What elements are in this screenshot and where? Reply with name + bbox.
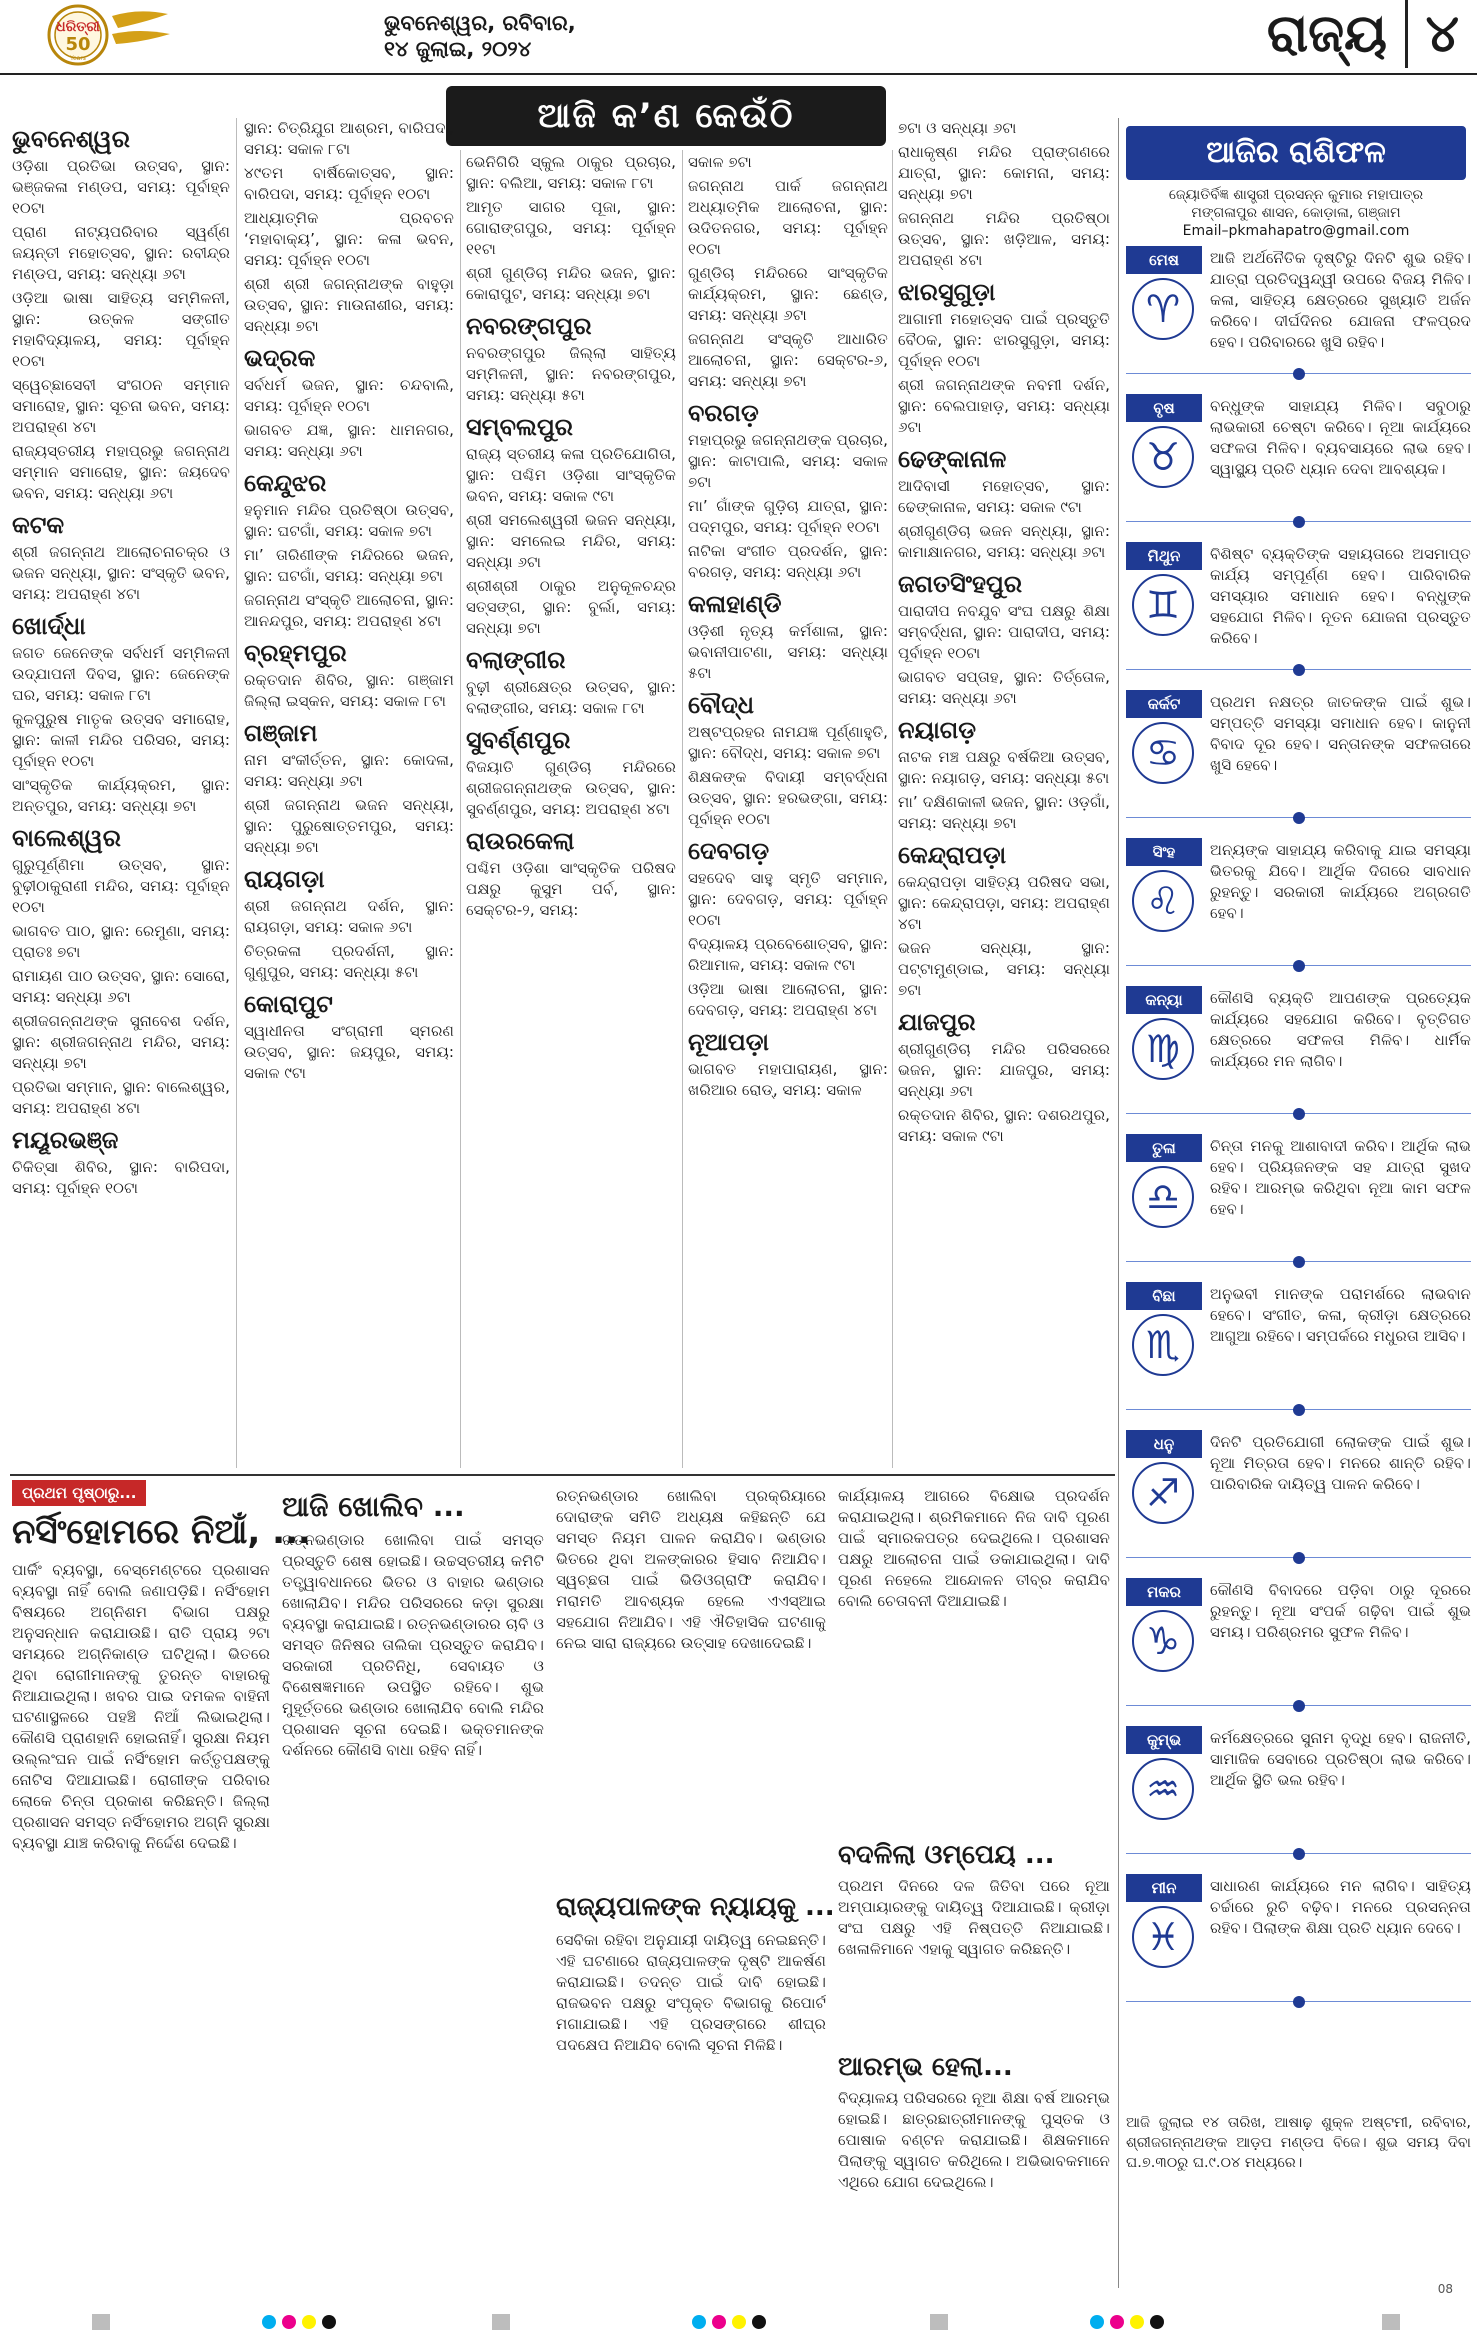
column-divider bbox=[682, 150, 683, 1468]
events-column-1 bbox=[12, 118, 230, 1468]
separator-dot bbox=[1293, 1552, 1305, 1564]
sign-name-badge: ମକର bbox=[1126, 1578, 1202, 1606]
grey-block bbox=[1382, 2314, 1400, 2330]
grey-block bbox=[92, 2314, 110, 2330]
sign-prediction: କୌଣସି ବିବାଦରେ ପଡ଼ିବା ଠାରୁ ଦୂରରେ ରୁହନ୍ତୁ। ନୂଆ ସଂପର୍କ ଗଢ଼ିବା ପାଇଁ ଶୁଭ ସମୟ। ପରିଶ୍ରମର ସୁଫଳ ମିଳିବ। bbox=[1210, 1581, 1471, 1641]
dateline bbox=[384, 10, 576, 62]
sign-name-badge: ମେଷ bbox=[1126, 246, 1202, 274]
event-item: ଭେନିଗିରି ସ୍କୁଲ ଠାକୁର ପ୍ରଚାର, ସ୍ଥାନ: ବଲିଆ, ସମୟ: ସକାଳ ୮ଟା bbox=[466, 153, 676, 192]
separator-dot bbox=[1293, 1108, 1305, 1120]
section-title: ରାଜ୍ୟ bbox=[1266, 4, 1387, 64]
city-heading: ଖୋର୍ଦ୍ଧା bbox=[12, 612, 86, 640]
city-heading: ଦେବଗଡ଼ bbox=[688, 837, 770, 865]
event-item: ସକାଳ ୭ଟା bbox=[688, 153, 752, 171]
sign-separator bbox=[1126, 1700, 1471, 1712]
horoscope-sign bbox=[1126, 986, 1471, 1122]
horoscope-sign bbox=[1126, 1282, 1471, 1418]
event-item: ୭ଟା ଓ ସନ୍ଧ୍ୟା ୬ଟା bbox=[898, 119, 1017, 137]
event-item: ବିଜୟାତି ଗୁଣ୍ଡିଚା ମନ୍ଦିରରେ ଶ୍ରୀଜଗନ୍ନାଥଙ୍କ ଉତ୍ସବ, ସ୍ଥାନ: ସୁବର୍ଣ୍ଣପୁର, ସମୟ: ଅପରାହ୍ଣ ୪ଟା bbox=[466, 758, 676, 818]
event-item: ଶ୍ରୀ ଶ୍ରୀ ଜଗନ୍ନାଥଙ୍କ ବାହୁଡ଼ା ଉତ୍ସବ, ସ୍ଥାନ: ମାଉନାଶୀର, ସମୟ: ସନ୍ଧ୍ୟା ୭ଟା bbox=[244, 275, 454, 335]
story-headline-governor: ରାଜ୍ୟପାଳଙ୍କ ନ୍ୟାୟକୁ ... bbox=[556, 1892, 835, 1922]
sign-prediction: ବିଶିଷ୍ଟ ବ୍ୟକ୍ତିଙ୍କ ସହାୟତାରେ ଅସମାପ୍ତ କାର୍ଯ୍ୟ ସମ୍ପୂର୍ଣ୍ଣ ହେବ। ପାରିବାରିକ ସମସ୍ୟାର ସମାଧାନ ହେବ। ବନ୍ଧୁଙ୍କ ସହଯୋଗ ମିଳିବ। ନୂତନ ଯୋଜନା ପ୍ରସ୍ତୁତ କରିବେ। bbox=[1210, 545, 1471, 647]
event-item: ଆମୃତ ସାଗର ପୂଜା, ସ୍ଥାନ: ଗୋରାଙ୍ଗପୁର, ସମୟ: ପୂର୍ବାହ୍ନ ୧୧ଟା bbox=[466, 198, 676, 258]
horoscope-sign bbox=[1126, 246, 1471, 382]
events-column-3 bbox=[466, 152, 676, 1468]
logo-years: 50 bbox=[65, 34, 91, 55]
horoscope-sign bbox=[1126, 690, 1471, 826]
astrologer-email: Email–pkmahapatro@gmail.com bbox=[1182, 223, 1410, 239]
event-item: ଓଡ଼ିଆ ଭାଷା ଆଲୋଚନା, ସ୍ଥାନ: ଦେବଗଡ଼, ସମୟ: ଅପରାହ୍ଣ ୪ଟା bbox=[688, 980, 888, 1019]
column-divider bbox=[460, 150, 461, 1468]
zodiac-icon: ♈ bbox=[1132, 278, 1194, 340]
event-item: ଆଦିବାସୀ ମହୋତ୍ସବ, ସ୍ଥାନ: ଢେଙ୍କାନାଳ, ସମୟ: ସକାଳ ୯ଟା bbox=[898, 477, 1110, 516]
event-item: ଭାଗବତ ପାଠ, ସ୍ଥାନ: ରେମୁଣା, ସମୟ: ପ୍ରାତଃ ୭ଟା bbox=[12, 922, 230, 961]
separator-dot bbox=[1293, 1700, 1305, 1712]
event-item: ଶ୍ରୀଗୁଣ୍ଡିଚା ମନ୍ଦିର ପରିସରରେ ଭଜନ, ସ୍ଥାନ: ଯାଜପୁର, ସମୟ: ସନ୍ଧ୍ୟା ୬ଟା bbox=[898, 1040, 1110, 1100]
sign-name-badge: ମୀନ bbox=[1126, 1874, 1202, 1902]
story-headline-umpire: ବଦଳିଲା ଓମ୍ପେୟ ... bbox=[838, 1840, 1055, 1870]
event-item: ସହଦେବ ସାହୁ ସ୍ମୃତି ସମ୍ମାନ, ସ୍ଥାନ: ଦେବଗଡ଼, ସମୟ: ପୂର୍ବାହ୍ନ ୧୦ଟା bbox=[688, 869, 888, 929]
event-item: ବିଦ୍ୟାଳୟ ପ୍ରବେଶୋତ୍ସବ, ସ୍ଥାନ: ରିଆମାଳ, ସମୟ: ସକାଳ ୯ଟା bbox=[688, 935, 888, 974]
sign-name-badge: ସିଂହ bbox=[1126, 838, 1202, 866]
zodiac-icon: ♎ bbox=[1132, 1166, 1194, 1228]
event-item: ପ୍ରତିଭା ସମ୍ମାନ, ସ୍ଥାନ: ବାଲେଶ୍ୱର, ସମୟ: ଅପରାହ୍ଣ ୪ଟା bbox=[12, 1078, 230, 1117]
event-item: ଜଗତ ଜେନେଙ୍କ ସର୍ବଧର୍ମ ସମ୍ମିଳନୀ ଉଦ୍‌ଯାପନୀ ଦିବସ, ସ୍ଥାନ: ଜେନେଙ୍କ ଘର, ସମୟ: ସକାଳ ୮ଟା bbox=[12, 644, 230, 704]
event-item: ଅଷ୍ଟପ୍ରହର ନାମଯଜ୍ଞ ପୂର୍ଣ୍ଣାହୁତି, ସ୍ଥାନ: ବୌଦ୍ଧ, ସମୟ: ସକାଳ ୭ଟା bbox=[688, 723, 888, 762]
city-heading: ବୌଦ୍ଧ bbox=[688, 691, 754, 719]
story-body-middle: ରତ୍ନଭଣ୍ଡାର ଖୋଲିବା ପ୍ରକ୍ରିୟାରେ ଦୋରାଙ୍କ ସମିତି ଅଧ୍ୟକ୍ଷ କହିଛନ୍ତି ଯେ ସମସ୍ତ ନିୟମ ପାଳନ କରାଯିବ। ଭଣ୍ଡାର ଭିତରେ ଥିବା ଅଳଙ୍କାରର ହିସାବ ନିଆଯିବ। ସ୍ୱଚ୍ଛତା ପାଇଁ ଭିଡିଓଗ୍ରାଫି କରାଯିବ। ମରାମତି ଆବଶ୍ୟକ ହେଲେ ଏଏସ୍‌ଆଇ ସହଯୋଗ ନିଆଯିବ। ଏହି ଐତିହାସିକ ଘଟଣାକୁ ନେଇ ସାରା ରାଜ୍ୟରେ ଉତ୍ସାହ ଦେଖାଦେଇଛି। bbox=[556, 1487, 826, 1652]
event-item: ଜଗନ୍ନାଥ ପାର୍କ ଜଗନ୍ନାଥ ଅଧ୍ୟାତ୍ମିକ ଆଲୋଚନା, ସ୍ଥାନ: ଉଦିତନଗର, ସମୟ: ପୂର୍ବାହ୍ନ ୧୦ଟା bbox=[688, 177, 888, 258]
sign-separator bbox=[1126, 812, 1471, 824]
event-item: ରାମାୟଣ ପାଠ ଉତ୍ସବ, ସ୍ଥାନ: ସୋରୋ, ସମୟ: ସନ୍ଧ୍ୟା ୬ଟା bbox=[12, 967, 230, 1006]
newspaper-logo bbox=[28, 4, 178, 64]
sign-separator bbox=[1126, 1552, 1471, 1564]
city-heading: ଭୁବନେଶ୍ୱର bbox=[12, 125, 130, 153]
event-item: ମା’ ତାରିଣୀଙ୍କ ମନ୍ଦିରରେ ଭଜନ, ସ୍ଥାନ: ଘଟଗାଁ, ସମୟ: ସନ୍ଧ୍ୟା ୭ଟା bbox=[244, 546, 454, 585]
sign-prediction: ବନ୍ଧୁଙ୍କ ସାହାଯ୍ୟ ମିଳିବ। ସବୁଠାରୁ ଲାଭକାରୀ ଚେଷ୍ଟା କରିବେ। ନୂଆ କାର୍ଯ୍ୟରେ ସଫଳତା ମିଳିବ। ବ୍ୟବସାୟରେ ଲାଭ ହେବ। ସ୍ୱାସ୍ଥ୍ୟ ପ୍ରତି ଧ୍ୟାନ ଦେବା ଆବଶ୍ୟକ। bbox=[1210, 397, 1471, 478]
event-item: କେନ୍ଦ୍ରାପଡ଼ା ସାହିତ୍ୟ ପରିଷଦ ସଭା, ସ୍ଥାନ: କେନ୍ଦ୍ରାପଡ଼ା, ସମୟ: ଅପରାହ୍ଣ ୪ଟା bbox=[898, 873, 1110, 933]
astrologer-name: ଜ୍ୟୋତିର୍ବିଜ୍ଞ ଶାସ୍ତ୍ରୀ ପ୍ରସନ୍ନ କୁମାର ମହାପାତ୍ର bbox=[1168, 187, 1424, 203]
sign-separator bbox=[1126, 1996, 1471, 2008]
sign-separator bbox=[1126, 1404, 1471, 1416]
story-body-arambha: ବିଦ୍ୟାଳୟ ପରିସରରେ ନୂଆ ଶିକ୍ଷା ବର୍ଷ ଆରମ୍ଭ ହୋଇଛି। ଛାତ୍ରଛାତ୍ରୀମାନଙ୍କୁ ପୁସ୍ତକ ଓ ପୋଷାକ ବଣ୍ଟନ କରାଯାଇଛି। ଶିକ୍ଷକମାନେ ପିଲାଙ୍କୁ ସ୍ୱାଗତ କରିଥିଲେ। ଅଭିଭାବକମାନେ ଏଥିରେ ଯୋଗ ଦେଇଥିଲେ। bbox=[838, 2089, 1110, 2191]
sign-prediction: ସାଧାରଣ କାର୍ଯ୍ୟରେ ମନ ଲାଗିବ। ସାହିତ୍ୟ ଚର୍ଚ୍ଚାରେ ରୁଚି ବଢ଼ିବ। ମନରେ ପ୍ରସନ୍ନତା ରହିବ। ପିଲାଙ୍କ ଶିକ୍ଷା ପ୍ରତି ଧ୍ୟାନ ଦେବେ। bbox=[1210, 1877, 1471, 1937]
sign-prediction: ଚିନ୍ତା ମନକୁ ଆଶାବାଦୀ କରିବ। ଆର୍ଥିକ ଲାଭ ହେବ। ପ୍ରିୟଜନଙ୍କ ସହ ଯାତ୍ରା ସୁଖଦ ରହିବ। ଆରମ୍ଭ କରିଥିବା ନୂଆ କାମ ସଫଳ ହେବ। bbox=[1210, 1137, 1471, 1218]
sign-name-badge: କର୍କଟ bbox=[1126, 690, 1202, 718]
event-item: ୪୯ତମ ବାର୍ଷିକୋତ୍ସବ, ସ୍ଥାନ: ବାରିପଦା, ସମୟ: ପୂର୍ବାହ୍ନ ୧୦ଟା bbox=[244, 164, 454, 203]
city-heading: ଢେଙ୍କାନାଳ bbox=[898, 445, 1007, 473]
event-item: ଆଧ୍ୟାତ୍ମିକ ପ୍ରବଚନ ‘ମହାବାକ୍ୟ’, ସ୍ଥାନ: କଳା ଭବନ, ସମୟ: ପୂର୍ବାହ୍ନ ୧୦ଟା bbox=[244, 209, 454, 269]
events-column-2 bbox=[244, 118, 454, 1468]
sign-separator bbox=[1126, 1256, 1471, 1268]
event-item: ରାଜ୍ୟ ସ୍ତରୀୟ କଳା ପ୍ରତିଯୋଗିତା, ସ୍ଥାନ: ପଶ୍ଚିମ ଓଡ଼ିଶା ସାଂସ୍କୃତିକ ଭବନ, ସମୟ: ସକାଳ ୯ଟା bbox=[466, 445, 676, 505]
panjika-text: ଆଜି ଜୁଲାଇ ୧୪ ତାରିଖ, ଆଷାଢ଼ ଶୁକ୍ଳ ଅଷ୍ଟମୀ, ରବିବାର, ଶ୍ରୀଜଗନ୍ନାଥଙ୍କ ଆଡ଼ପ ମଣ୍ଡପ ବିଜେ। ଶୁଭ ସମୟ ଦିବା ଘ.୭.୩୦ରୁ ଘ.୯.୦୪ ମଧ୍ୟରେ। bbox=[1126, 2115, 1471, 2171]
event-item: ରାଜ୍ୟସ୍ତରୀୟ ମହାପ୍ରଭୁ ଜଗନ୍ନାଥ ସମ୍ମାନ ସମାରୋହ, ସ୍ଥାନ: ଜୟଦେବ ଭବନ, ସମୟ: ସନ୍ଧ୍ୟା ୬ଟା bbox=[12, 442, 230, 502]
sign-prediction: ଆଜି ଅର୍ଥନୈତିକ ଦୃଷ୍ଟିରୁ ଦିନଟି ଶୁଭ ରହିବ। ଯାତ୍ରା ପ୍ରତିଦ୍ୱନ୍ଦ୍ୱୀ ଉପରେ ବିଜୟ ମିଳିବ। କଳା, ସାହିତ୍ୟ କ୍ଷେତ୍ରରେ ସୁଖ୍ୟାତି ଅର୍ଜନ କରିବେ। ଦୀର୍ଘଦିନର ଯୋଜନା ଫଳପ୍ରଦ ହେବ। ପରିବାରରେ ଖୁସି ରହିବ। bbox=[1210, 249, 1471, 351]
column-divider bbox=[236, 118, 237, 1468]
horoscope-title: ଆଜିର ରାଶିଫଳ bbox=[1126, 126, 1466, 180]
sign-prediction: ଅନ୍ୟଙ୍କ ସାହାଯ୍ୟ କରିବାକୁ ଯାଇ ସମସ୍ୟା ଭିତରକୁ ଯିବେ। ଆର୍ଥିକ ଦିଗରେ ସାବଧାନ ରୁହନ୍ତୁ। ସରକାରୀ କାର୍ଯ୍ୟରେ ଅଗ୍ରଗତି ହେବ। bbox=[1210, 841, 1471, 922]
event-item: ଶ୍ରୀ ସମଲେଶ୍ୱରୀ ଭଜନ ସନ୍ଧ୍ୟା, ସ୍ଥାନ: ସମଲେଇ ମନ୍ଦିର, ସମୟ: ସନ୍ଧ୍ୟା ୬ଟା bbox=[466, 511, 676, 571]
event-item: ବୁଢ଼ୀ ଶ୍ରୀକ୍ଷେତ୍ର ଉତ୍ସବ, ସ୍ଥାନ: ବଲାଙ୍ଗୀର, ସମୟ: ସକାଳ ୮ଟା bbox=[466, 678, 676, 717]
event-item: କୁଳପୁରୁଷ ମାତୃକ ଉତ୍ସବ ସମାରୋହ, ସ୍ଥାନ: କାଳୀ ମନ୍ଦିର ପରିସର, ସମୟ: ପୂର୍ବାହ୍ନ ୧୦ଟା bbox=[12, 710, 230, 770]
print-registration-bar bbox=[0, 2306, 1477, 2336]
story-body-right: କାର୍ଯ୍ୟାଳୟ ଆଗରେ ବିକ୍ଷୋଭ ପ୍ରଦର୍ଶନ କରାଯାଇଥିଲା। ଶ୍ରମିକମାନେ ନିଜ ଦାବି ପୂରଣ ପାଇଁ ସ୍ମାରକପତ୍ର ଦେଇଥିଲେ। ପ୍ରଶାସନ ପକ୍ଷରୁ ଆଲୋଚନା ପାଇଁ ଡକାଯାଇଥିଲା। ଦାବି ପୂରଣ ନହେଲେ ଆନ୍ଦୋଳନ ତୀବ୍ର କରାଯିବ ବୋଲି ଚେତାବନୀ ଦିଆଯାଇଛି। bbox=[838, 1487, 1110, 1610]
horoscope-sign bbox=[1126, 838, 1471, 974]
sign-separator bbox=[1126, 1848, 1471, 1860]
event-item: ଭାଗବତ ମହାପାରାୟଣ, ସ୍ଥାନ: ଖରିଆର ରୋଡ୍, ସମୟ: ସକାଳ bbox=[688, 1060, 888, 1099]
zodiac-icon: ♍ bbox=[1132, 1018, 1194, 1080]
event-item: ଶ୍ରୀଗୁଣ୍ଡିଚା ଭଜନ ସନ୍ଧ୍ୟା, ସ୍ଥାନ: କାମାକ୍ଷାନଗର, ସମୟ: ସନ୍ଧ୍ୟା ୬ଟା bbox=[898, 522, 1110, 561]
story-headline-aji: ଆଜି ଖୋଲିବ ... bbox=[282, 1490, 465, 1523]
event-item: ରାଧାକୃଷ୍ଣ ମନ୍ଦିର ପ୍ରାଙ୍ଗଣରେ ଯାତ୍ରା, ସ୍ଥାନ: କୋମନା, ସମୟ: ସନ୍ଧ୍ୟା ୭ଟା bbox=[898, 143, 1110, 203]
event-item: ଶ୍ରୀଶ୍ରୀ ଠାକୁର ଅନୁକୂଳଚନ୍ଦ୍ର ସତ୍ସଙ୍ଗ, ସ୍ଥାନ: ବୁର୍ଲା, ସମୟ: ସନ୍ଧ୍ୟା ୭ଟା bbox=[466, 577, 676, 637]
city-heading: ନବରଙ୍ଗପୁର bbox=[466, 312, 592, 340]
event-item: ହନୁମାନ ମନ୍ଦିର ପ୍ରତିଷ୍ଠା ଉତ୍ସବ, ସ୍ଥାନ: ଘଟଗାଁ, ସମୟ: ସକାଳ ୭ଟା bbox=[244, 501, 454, 540]
city-heading: ରାଉରକେଲା bbox=[466, 827, 575, 855]
city-heading: ରାୟଗଡ଼ା bbox=[244, 865, 325, 893]
page-number: ୪ bbox=[1405, 0, 1459, 68]
city-heading: ସୁବର୍ଣ୍ଣପୁର bbox=[466, 726, 571, 754]
zodiac-icon: ♐ bbox=[1132, 1462, 1194, 1524]
event-item: ମହାପ୍ରଭୁ ଜଗନ୍ନାଥଙ୍କ ପ୍ରଚାର, ସ୍ଥାନ: କାଟାପାଲି, ସମୟ: ସକାଳ ୭ଟା bbox=[688, 431, 888, 491]
event-item: ଜଗନ୍ନାଥ ସଂସ୍କୃତି ଆଧାରିତ ଆଲୋଚନା, ସ୍ଥାନ: ସେକ୍ଟର-୬, ସମୟ: ସନ୍ଧ୍ୟା ୭ଟା bbox=[688, 330, 888, 390]
event-item: ଆଗାମୀ ମହୋତ୍ସବ ପାଇଁ ପ୍ରସ୍ତୁତି ବୈଠକ, ସ୍ଥାନ: ଝାରସୁଗୁଡ଼ା, ସମୟ: ପୂର୍ବାହ୍ନ ୧୦ଟା bbox=[898, 310, 1110, 370]
sign-prediction: ଦିନଟି ପ୍ରତିଯୋଗୀ ଲୋକଙ୍କ ପାଇଁ ଶୁଭ। ନୂଆ ମିତ୍ରତା ହେବ। ମନରେ ଶାନ୍ତି ରହିବ। ପାରିବାରିକ ଦାୟିତ୍ୱ ପାଳନ କରିବେ। bbox=[1210, 1433, 1471, 1493]
horoscope-sign bbox=[1126, 1134, 1471, 1270]
city-heading: ସମ୍ବଲପୁର bbox=[466, 413, 573, 441]
event-item: ଶିକ୍ଷକଙ୍କ ବିଦାୟୀ ସମ୍ବର୍ଦ୍ଧନା ଉତ୍ସବ, ସ୍ଥାନ: ହରଭଙ୍ଗା, ସମୟ: ପୂର୍ବାହ୍ନ ୧୦ଟା bbox=[688, 768, 888, 828]
zodiac-icon: ♑ bbox=[1132, 1610, 1194, 1672]
zodiac-icon: ♏ bbox=[1132, 1314, 1194, 1376]
event-item: ନବରଙ୍ଗପୁର ଜିଲ୍ଲା ସାହିତ୍ୟ ସମ୍ମିଳନୀ, ସ୍ଥାନ: ନବରଙ୍ଗପୁର, ସମୟ: ସନ୍ଧ୍ୟା ୫ଟା bbox=[466, 344, 676, 404]
horoscope-sign bbox=[1126, 1430, 1471, 1566]
event-item: ଗୁଣ୍ଡିଚା ମନ୍ଦିରରେ ସାଂସ୍କୃତିକ କାର୍ଯ୍ୟକ୍ରମ, ସ୍ଥାନ: ଛେଣ୍ଡ, ସମୟ: ସନ୍ଧ୍ୟା ୬ଟା bbox=[688, 264, 888, 324]
event-item: ଶ୍ରୀ ଜଗନ୍ନାଥ ଦର୍ଶନ, ସ୍ଥାନ: ରାୟଗଡ଼ା, ସମୟ: ସକାଳ ୬ଟା bbox=[244, 897, 454, 936]
event-item: ଜଗନ୍ନାଥ ମନ୍ଦିର ପ୍ରତିଷ୍ଠା ଉତ୍ସବ, ସ୍ଥାନ: ଖଡ଼ିଆଳ, ସମୟ: ଅପରାହ୍ଣ ୪ଟା bbox=[898, 209, 1110, 269]
city-heading: କଟକ bbox=[12, 511, 65, 539]
city-heading: ଗଞ୍ଜାମ bbox=[244, 719, 318, 747]
event-item: ମା’ ଗାଁଙ୍କ ଗୁଡ଼ିଚା ଯାତ୍ରା, ସ୍ଥାନ: ପଦ୍ମପୁର, ସମୟ: ପୂର୍ବାହ୍ନ ୧୦ଟା bbox=[688, 497, 888, 536]
column-divider bbox=[1118, 118, 1119, 2288]
event-item: ଭାଗବତ ସପ୍ତାହ, ସ୍ଥାନ: ତିର୍ତ୍ତୋଳ, ସମୟ: ସନ୍ଧ୍ୟା ୬ଟା bbox=[898, 668, 1110, 707]
event-item: ରକ୍ତଦାନ ଶିବିର, ସ୍ଥାନ: ଗଞ୍ଜାମ ଜିଲ୍ଲା ଇସ୍କନ, ସମୟ: ସକାଳ ୮ଟା bbox=[244, 671, 454, 710]
column-divider bbox=[892, 150, 893, 1468]
sign-separator bbox=[1126, 960, 1471, 972]
logo-text: ଧରିତ୍ରୀ bbox=[56, 19, 100, 35]
event-item: ରକ୍ତଦାନ ଶିବିର, ସ୍ଥାନ: ଦଶରଥପୁର, ସମୟ: ସକାଳ ୯ଟା bbox=[898, 1106, 1110, 1145]
city-heading: କଳାହାଣ୍ଡି bbox=[688, 590, 782, 618]
grey-block bbox=[492, 2314, 510, 2330]
continued-tag: ପ୍ରଥମ ପୃଷ୍ଠାରୁ... bbox=[12, 1480, 146, 1506]
horoscope-sign bbox=[1126, 1578, 1471, 1714]
sign-name-badge: ବୃଷ bbox=[1126, 394, 1202, 422]
sign-name-badge: କନ୍ୟା bbox=[1126, 986, 1202, 1014]
separator-dot bbox=[1293, 516, 1305, 528]
city-heading: ବାଲେଶ୍ୱର bbox=[12, 824, 121, 852]
sign-prediction: ଅନୁଭବୀ ମାନଙ୍କ ପରାମର୍ଶରେ ଲାଭବାନ ହେବେ। ସଂଗୀତ, କଳା, କ୍ରୀଡ଼ା କ୍ଷେତ୍ରରେ ଆଗୁଆ ରହିବେ। ସମ୍ପର୍କରେ ମଧୁରତା ଆସିବ। bbox=[1210, 1285, 1471, 1345]
sign-separator bbox=[1126, 368, 1471, 380]
sign-name-badge: ତୁଳା bbox=[1126, 1134, 1202, 1162]
city-heading: ବ୍ରହ୍ମପୁର bbox=[244, 639, 347, 667]
event-item: ଶ୍ରୀ ଗୁଣ୍ଡିଚା ମନ୍ଦିର ଭଜନ, ସ୍ଥାନ: କୋରାପୁଟ, ସମୟ: ସନ୍ଧ୍ୟା ୭ଟା bbox=[466, 264, 676, 303]
sign-name-badge: ମିଥୁନ bbox=[1126, 542, 1202, 570]
city-heading: କେନ୍ଦ୍ରାପଡ଼ା bbox=[898, 841, 1007, 869]
city-heading: ନୟାଗଡ଼ bbox=[898, 716, 977, 744]
city-heading: ବରଗଡ଼ bbox=[688, 399, 759, 427]
separator-dot bbox=[1293, 664, 1305, 676]
story-headline-arambha: ଆରମ୍ଭ ହେଲା... bbox=[838, 2052, 1013, 2082]
city-heading: ଜଗତସିଂହପୁର bbox=[898, 570, 1023, 598]
sign-name-badge: ଧନୁ bbox=[1126, 1430, 1202, 1458]
color-registration-mark bbox=[692, 2314, 772, 2328]
event-item: ସ୍ୱାଧୀନତା ସଂଗ୍ରାମୀ ସ୍ମରଣ ଉତ୍ସବ, ସ୍ଥାନ: ଜୟପୁର, ସମୟ: ସକାଳ ୯ଟା bbox=[244, 1022, 454, 1082]
horoscope-sign bbox=[1126, 394, 1471, 530]
color-registration-mark bbox=[1090, 2314, 1170, 2328]
zodiac-icon: ♓ bbox=[1132, 1906, 1194, 1968]
zodiac-icon: ♒ bbox=[1132, 1758, 1194, 1820]
horoscope-sign bbox=[1126, 1726, 1471, 1862]
event-item: ଶ୍ରୀଜଗନ୍ନାଥଙ୍କ ସୁନାବେଶ ଦର୍ଶନ, ସ୍ଥାନ: ଶ୍ରୀଜଗନ୍ନାଥ ମନ୍ଦିର, ସମୟ: ସନ୍ଧ୍ୟା ୭ଟା bbox=[12, 1012, 230, 1072]
sign-prediction: ପ୍ରଥମ ନକ୍ଷତ୍ର ଜାତକଙ୍କ ପାଇଁ ଶୁଭ। ସମ୍ପତ୍ତି ସମସ୍ୟା ସମାଧାନ ହେବ। କାନୁନୀ ବିବାଦ ଦୂର ହେବ। ସନ୍ତାନଙ୍କ ସଫଳତାରେ ଖୁସି ହେବେ। bbox=[1210, 693, 1471, 774]
events-column-4 bbox=[688, 152, 888, 1468]
astrologer-address: ମଙ୍ଗଳାପୁର ଶାସନ, କୋଡ଼ାଳା, ଗଞ୍ଜାମ bbox=[1191, 205, 1401, 221]
separator-dot bbox=[1293, 1848, 1305, 1860]
event-item: ପଶ୍ଚିମ ଓଡ଼ିଶା ସାଂସ୍କୃତିକ ପରିଷଦ ପକ୍ଷରୁ କୁସୁମ ପର୍ବ, ସ୍ଥାନ: ସେକ୍ଟର-୨, ସମୟ: bbox=[466, 859, 676, 919]
city-heading: କୋରାପୁଟ bbox=[244, 990, 333, 1018]
sign-prediction: କୌଣସି ବ୍ୟକ୍ତି ଆପଣଙ୍କ ପ୍ରତେ୍ୟକ କାର୍ଯ୍ୟରେ ସହଯୋଗ କରିବେ। ବୃତ୍ତିଗତ କ୍ଷେତ୍ରରେ ସଫଳତା ମିଳିବ। ଧାର୍ମିକ କାର୍ଯ୍ୟରେ ମନ ଲାଗିବ। bbox=[1210, 989, 1471, 1070]
events-banner: ଆଜି କ’ଣ କେଉଁଠି bbox=[446, 86, 886, 146]
event-item: ଓଡ଼ିଆ ଭାଷା ସାହିତ୍ୟ ସମ୍ମିଳନୀ, ସ୍ଥାନ: ଉତ୍କଳ ସଙ୍ଗୀତ ମହାବିଦ୍ୟାଳୟ, ସମୟ: ପୂର୍ବାହ୍ନ ୧୦ଟା bbox=[12, 289, 230, 370]
event-item: ମା’ ଦକ୍ଷିଣକାଳୀ ଭଜନ, ସ୍ଥାନ: ଓଡ଼ଗାଁ, ସମୟ: ସନ୍ଧ୍ୟା ୭ଟା bbox=[898, 793, 1110, 832]
date-line-1: ଭୁବନେଶ୍ୱର, ରବିବାର, bbox=[384, 11, 576, 35]
separator-dot bbox=[1293, 960, 1305, 972]
city-heading: ନୂଆପଡ଼ା bbox=[688, 1028, 769, 1056]
story-divider bbox=[10, 1474, 1115, 1476]
horoscope-sign bbox=[1126, 542, 1471, 678]
event-item: ଗୁରୁପୂର୍ଣ୍ଣିମା ଉତ୍ସବ, ସ୍ଥାନ: ବୁଢ଼ୀଠାକୁରାଣୀ ମନ୍ଦିର, ସମୟ: ପୂର୍ବାହ୍ନ ୧୦ଟା bbox=[12, 856, 230, 916]
event-item: ଭଜନ ସନ୍ଧ୍ୟା, ସ୍ଥାନ: ପଟ୍ଟାମୁଣ୍ଡାଇ, ସମୟ: ସନ୍ଧ୍ୟା ୭ଟା bbox=[898, 939, 1110, 999]
event-item: ପ୍ରାଣ ନାଟ୍ୟପରିବାର ସ୍ୱର୍ଣ୍ଣ ଜୟନ୍ତୀ ମହୋତ୍ସବ, ସ୍ଥାନ: ରବୀନ୍ଦ୍ର ମଣ୍ଡପ, ସମୟ: ସନ୍ଧ୍ୟା ୬ଟା bbox=[12, 223, 230, 283]
event-item: ପାରାଦୀପ ନବଯୁବ ସଂଘ ପକ୍ଷରୁ ଶିକ୍ଷା ସମ୍ବର୍ଦ୍ଧନା, ସ୍ଥାନ: ପାରାଦୀପ, ସମୟ: ପୂର୍ବାହ୍ନ ୧୦ଟା bbox=[898, 602, 1110, 662]
footer-page-code: 08 bbox=[1437, 2282, 1453, 2296]
event-item: ଚିକିତ୍ସା ଶିବିର, ସ୍ଥାନ: ବାରିପଦା, ସମୟ: ପୂର୍ବାହ୍ନ ୧୦ଟା bbox=[12, 1158, 230, 1197]
separator-dot bbox=[1293, 1996, 1305, 2008]
sign-separator bbox=[1126, 1108, 1471, 1120]
sign-separator bbox=[1126, 664, 1471, 676]
color-registration-mark bbox=[262, 2314, 342, 2328]
event-item: ସର୍ବଧର୍ମ ଭଜନ, ସ୍ଥାନ: ଚନ୍ଦବାଲି, ସମୟ: ପୂର୍ବାହ୍ନ ୧୦ଟା bbox=[244, 376, 454, 415]
event-item: ଶ୍ରୀ ଜଗନ୍ନାଥଙ୍କ ନବମୀ ଦର୍ଶନ, ସ୍ଥାନ: ବେଲପାହାଡ଼, ସମୟ: ସନ୍ଧ୍ୟା ୬ଟା bbox=[898, 376, 1110, 436]
horoscope-sign bbox=[1126, 1874, 1471, 2010]
city-heading: ଭଦ୍ରକ bbox=[244, 344, 316, 372]
event-item: ସ୍ଥାନ: ଚିତ୍ରିଯୁଗ ଆଶ୍ରମ, ବାରିପଦା, ସମୟ: ସକାଳ ୮ଟା bbox=[244, 119, 454, 158]
story-body-umpire: ପ୍ରଥମ ଦିନରେ ଦଳ ଜିତିବା ପରେ ନୂଆ ଅମ୍ପାୟାରଙ୍କୁ ଦାୟିତ୍ୱ ଦିଆଯାଇଛି। କ୍ରୀଡ଼ା ସଂଘ ପକ୍ଷରୁ ଏହି ନିଷ୍ପତ୍ତି ନିଆଯାଇଛି। ଖେଳାଳିମାନେ ଏହାକୁ ସ୍ୱାଗତ କରିଛନ୍ତି। bbox=[838, 1877, 1110, 1958]
event-item: ନାମ ସଂକୀର୍ତ୍ତନ, ସ୍ଥାନ: କୋଦଳା, ସମୟ: ସନ୍ଧ୍ୟା ୬ଟା bbox=[244, 751, 454, 790]
zodiac-icon: ♊ bbox=[1132, 574, 1194, 636]
event-item: ନାଟକ ମଞ୍ଚ ପକ୍ଷରୁ ବର୍ଷକିଆ ଉତ୍ସବ, ସ୍ଥାନ: ନୟାଗଡ଼, ସମୟ: ସନ୍ଧ୍ୟା ୫ଟା bbox=[898, 748, 1110, 787]
logo-years-label: Years bbox=[70, 55, 86, 62]
separator-dot bbox=[1293, 368, 1305, 380]
city-heading: ଯାଜପୁର bbox=[898, 1008, 976, 1036]
grey-block bbox=[930, 2314, 948, 2330]
event-item: ଜଗନ୍ନାଥ ସଂସ୍କୃତି ଆଲୋଚନା, ସ୍ଥାନ: ଆନନ୍ଦପୁର, ସମୟ: ଅପରାହ୍ଣ ୪ଟା bbox=[244, 591, 454, 630]
event-item: ସାଂସ୍କୃତିକ କାର୍ଯ୍ୟକ୍ରମ, ସ୍ଥାନ: ଅନ୍ତପୁର, ସମୟ: ସନ୍ଧ୍ୟା ୭ଟା bbox=[12, 776, 230, 815]
story-body-aji: ରତ୍ନଭଣ୍ଡାର ଖୋଲିବା ପାଇଁ ସମସ୍ତ ପ୍ରସ୍ତୁତି ଶେଷ ହୋଇଛି। ଉଚ୍ଚସ୍ତରୀୟ କମିଟି ତତ୍ତ୍ୱାବଧାନରେ ଭିତର ଓ ବାହାର ଭଣ୍ଡାର ଖୋଲାଯିବ। ମନ୍ଦିର ପରିସରରେ କଡ଼ା ସୁରକ୍ଷା ବ୍ୟବସ୍ଥା କରାଯାଇଛି। ରତ୍ନଭଣ୍ଡାରର ଚାବି ଓ ସମସ୍ତ ଜିନିଷର ତାଲିକା ପ୍ରସ୍ତୁତ କରାଯିବ। ସରକାରୀ ପ୍ରତିନିଧି, ସେବାୟତ ଓ ବିଶେଷଜ୍ଞମାନେ ଉପସ୍ଥିତ ରହିବେ। ଶୁଭ ମୁହୂର୍ତ୍ତରେ ଭଣ୍ଡାର ଖୋଲାଯିବ ବୋଲି ମନ୍ଦିର ପ୍ରଶାସନ ସୂଚନା ଦେଇଛି। ଭକ୍ତମାନଙ୍କ ଦର୍ଶନରେ କୌଣସି ବାଧା ରହିବ ନାହିଁ। bbox=[282, 1531, 544, 1759]
sign-prediction: କର୍ମକ୍ଷେତ୍ରରେ ସୁନାମ ବୃଦ୍ଧି ହେବ। ରାଜନୀତି, ସାମାଜିକ ସେବାରେ ପ୍ରତିଷ୍ଠା ଲାଭ କରିବେ। ଆର୍ଥିକ ସ୍ଥିତି ଭଲ ରହିବ। bbox=[1210, 1729, 1471, 1789]
city-heading: କେନ୍ଦୁଝର bbox=[244, 469, 327, 497]
separator-dot bbox=[1293, 1256, 1305, 1268]
event-item: ସ୍ୱେଚ୍ଛାସେବୀ ସଂଗଠନ ସମ୍ମାନ ସମାରୋହ, ସ୍ଥାନ: ସୂଚନା ଭବନ, ସମୟ: ଅପରାହ୍ଣ ୪ଟା bbox=[12, 376, 230, 436]
separator-dot bbox=[1293, 812, 1305, 824]
separator-dot bbox=[1293, 1404, 1305, 1416]
date-line-2: ୧୪ ଜୁଲାଇ, ୨୦୨୪ bbox=[384, 37, 532, 61]
event-item: ଶ୍ରୀ ଜଗନ୍ନାଥ ଭଜନ ସନ୍ଧ୍ୟା, ସ୍ଥାନ: ପୁରୁଷୋତ୍ତମପୁର, ସମୟ: ସନ୍ଧ୍ୟା ୭ଟା bbox=[244, 796, 454, 856]
story-body-fire: ପାର୍କିଂ ବ୍ୟବସ୍ଥା, ବେସ୍‌ମେଣ୍ଟରେ ପ୍ରଶାସନ ବ୍ୟବସ୍ଥା ନାହିଁ ବୋଲି ଜଣାପଡ଼ିଛି। ନର୍ସିଂହୋମ ବିଷୟରେ ଅଗ୍ନିଶମ ବିଭାଗ ପକ୍ଷରୁ ଅନୁସନ୍ଧାନ କରାଯାଉଛି। ରାତି ପ୍ରାୟ ୨ଟା ସମୟରେ ଅଗ୍ନିକାଣ୍ଡ ଘଟିଥିଲା। ଭିତରେ ଥିବା ରୋଗୀମାନଙ୍କୁ ତୁରନ୍ତ ବାହାରକୁ ନିଆଯାଇଥିଲା। ଖବର ପାଇ ଦମକଳ ବାହିନୀ ଘଟଣାସ୍ଥଳରେ ପହଞ୍ଚି ନିଆଁ ଲିଭାଇଥିଲା। କୌଣସି ପ୍ରାଣହାନି ହୋଇନାହିଁ। ସୁରକ୍ଷା ନିୟମ ଉଲ୍ଲଂଘନ ପାଇଁ ନର୍ସିଂହୋମ କର୍ତ୍ତୃପକ୍ଷଙ୍କୁ ନୋଟିସ ଦିଆଯାଇଛି। ରୋଗୀଙ୍କ ପରିବାର ଲୋକେ ଚିନ୍ତା ପ୍ରକାଶ କରିଛନ୍ତି। ଜିଲ୍ଲା ପ୍ରଶାସନ ସମସ୍ତ ନର୍ସିଂହୋମର ଅଗ୍ନି ସୁରକ୍ଷା ବ୍ୟବସ୍ଥା ଯାଞ୍ଚ କରିବାକୁ ନିର୍ଦ୍ଦେଶ ଦେଇଛି। bbox=[12, 1561, 270, 1852]
event-item: ଭାଗବତ ଯଜ୍ଞ, ସ୍ଥାନ: ଧାମନଗର, ସମୟ: ସନ୍ଧ୍ୟା ୬ଟା bbox=[244, 421, 454, 460]
city-heading: ମୟୂରଭଞ୍ଜ bbox=[12, 1126, 119, 1154]
event-item: ଓଡ଼ିଶୀ ନୃତ୍ୟ କର୍ମଶାଳା, ସ୍ଥାନ: ଭବାନୀପାଟଣା, ସମୟ: ସନ୍ଧ୍ୟା ୫ଟା bbox=[688, 622, 888, 682]
sign-separator bbox=[1126, 516, 1471, 528]
city-heading: ବଲାଙ୍ଗୀର bbox=[466, 646, 566, 674]
zodiac-icon: ♉ bbox=[1132, 426, 1194, 488]
event-item: ଓଡ଼ିଶା ପ୍ରତିଭା ଉତ୍ସବ, ସ୍ଥାନ: ଭଞ୍ଜକଳା ମଣ୍ଡପ, ସମୟ: ପୂର୍ବାହ୍ନ ୧୦ଟା bbox=[12, 157, 230, 217]
zodiac-icon: ♌ bbox=[1132, 870, 1194, 932]
events-column-5 bbox=[898, 118, 1110, 1468]
event-item: ନାଟିକା ସଂଗୀତ ପ୍ରଦର୍ଶନ, ସ୍ଥାନ: ବରଗଡ଼, ସମୟ: ସନ୍ଧ୍ୟା ୬ଟା bbox=[688, 542, 888, 581]
zodiac-icon: ♋ bbox=[1132, 722, 1194, 784]
story-body-governor: ସେବିକା ରହିବା ଅନୁଯାୟୀ ଦାୟିତ୍ୱ ନେଇଛନ୍ତି। ଏହି ଘଟଣାରେ ରାଜ୍ୟପାଳଙ୍କ ଦୃଷ୍ଟି ଆକର୍ଷଣ କରାଯାଇଛି। ତଦନ୍ତ ପାଇଁ ଦାବି ହୋଇଛି। ରାଜଭବନ ପକ୍ଷରୁ ସଂପୃକ୍ତ ବିଭାଗକୁ ରିପୋର୍ଟ ମଗାଯାଇଛି। ଏହି ପ୍ରସଙ୍ଗରେ ଶୀଘ୍ର ପଦକ୍ଷେପ ନିଆଯିବ ବୋଲି ସୂଚନା ମିଳିଛି। bbox=[556, 1931, 826, 2054]
astrologer-info bbox=[1126, 186, 1466, 240]
masthead bbox=[0, 0, 1477, 75]
sign-name-badge: କୁମ୍ଭ bbox=[1126, 1726, 1202, 1754]
sign-name-badge: ବିଛା bbox=[1126, 1282, 1202, 1310]
city-heading: ଝାରସୁଗୁଡ଼ା bbox=[898, 278, 996, 306]
event-item: ଶ୍ରୀ ଜଗନ୍ନାଥ ଆଲୋଚନାଚକ୍ର ଓ ଭଜନ ସନ୍ଧ୍ୟା, ସ୍ଥାନ: ସଂସ୍କୃତି ଭବନ, ସମୟ: ଅପରାହ୍ଣ ୪ଟା bbox=[12, 543, 230, 603]
story-headline-fire: ନର୍ସିଂହୋମରେ ନିଆଁ, ... bbox=[12, 1512, 311, 1552]
event-item: ଚିତ୍ରକଳା ପ୍ରଦର୍ଶନୀ, ସ୍ଥାନ: ଗୁଣୁପୁର, ସମୟ: ସନ୍ଧ୍ୟା ୫ଟା bbox=[244, 942, 454, 981]
